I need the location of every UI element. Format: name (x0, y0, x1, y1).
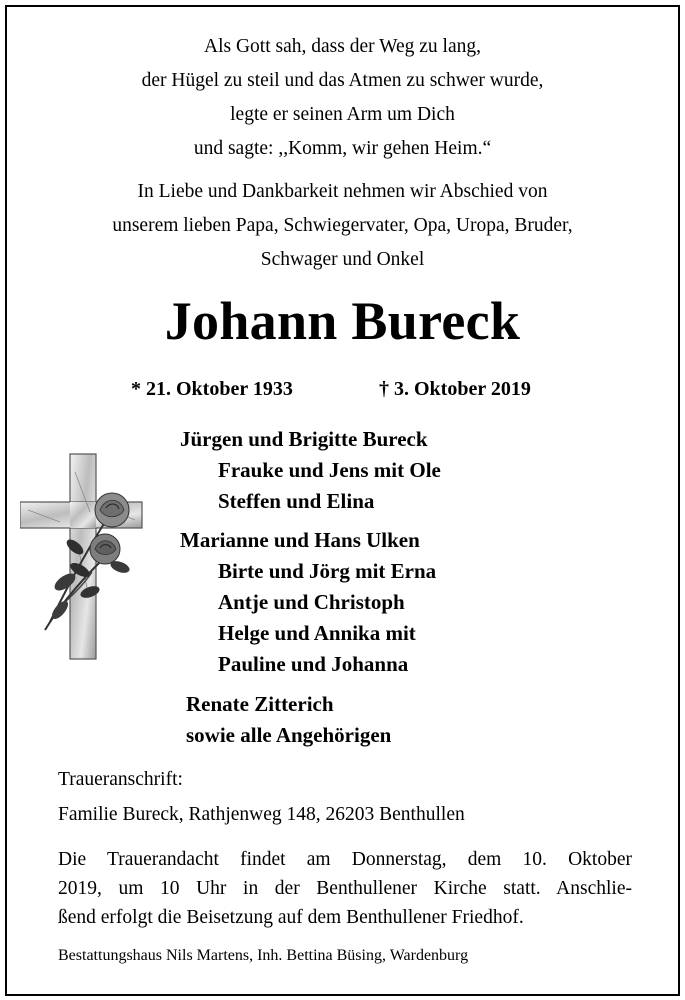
intro-line: In Liebe und Dankbarkeit nehmen wir Abschied von (137, 181, 548, 202)
intro-line: unserem lieben Papa, Schwiegervater, Opa, Uropa, Bruder, (112, 215, 573, 236)
cross-with-roses-icon (20, 452, 148, 662)
intro-text (0, 175, 685, 277)
mourner-line: Steffen und Elina (218, 489, 375, 513)
service-line: ßend erfolgt die Beisetzung auf dem Benthullener Friedhof. (58, 907, 524, 928)
birth-date: * 21. Oktober 1933 (131, 378, 293, 400)
mourner-head: Marianne und Hans Ulken (180, 528, 420, 552)
service-notice (58, 845, 632, 932)
mourners-group-1 (180, 424, 441, 517)
mourners-group-2 (180, 525, 436, 680)
mourner-head: Jürgen und Brigitte Bureck (180, 427, 428, 451)
poem (0, 30, 685, 166)
death-date: † 3. Oktober 2019 (379, 378, 531, 400)
mourner-line: Pauline und Johanna (218, 652, 409, 676)
deceased-name: Johann Bureck (164, 291, 521, 351)
service-line: Die Trauerandacht findet am Donnerstag, dem 10. Oktober (58, 849, 632, 870)
mourner-line: Helge und Annika mit (218, 621, 416, 645)
intro-line: Schwager und Onkel (260, 249, 425, 270)
address-label: Traueranschrift: (58, 769, 183, 790)
mourner-line: sowie alle Angehörigen (186, 723, 392, 747)
mourner-line: Renate Zitterich (186, 692, 334, 716)
service-line: 2019, um 10 Uhr in der Benthullener Kirche statt. Anschlie- (58, 878, 632, 899)
mourners-group-3 (186, 689, 391, 751)
mourner-line: Frauke und Jens mit Ole (218, 458, 441, 482)
funeral-home: Bestattungshaus Nils Martens, Inh. Bettina Büsing, Wardenburg (58, 947, 469, 964)
poem-line: Als Gott sah, dass der Weg zu lang, (204, 36, 481, 57)
poem-line: legte er seinen Arm um Dich (230, 104, 455, 125)
address: Familie Bureck, Rathjenweg 148, 26203 Benthullen (58, 804, 465, 825)
poem-line: der Hügel zu steil und das Atmen zu schwer wurde, (141, 70, 544, 91)
poem-line: und sagte: ,,Komm, wir gehen Heim.“ (193, 138, 492, 159)
mourner-line: Antje und Christoph (218, 590, 405, 614)
mourner-line: Birte und Jörg mit Erna (218, 559, 437, 583)
